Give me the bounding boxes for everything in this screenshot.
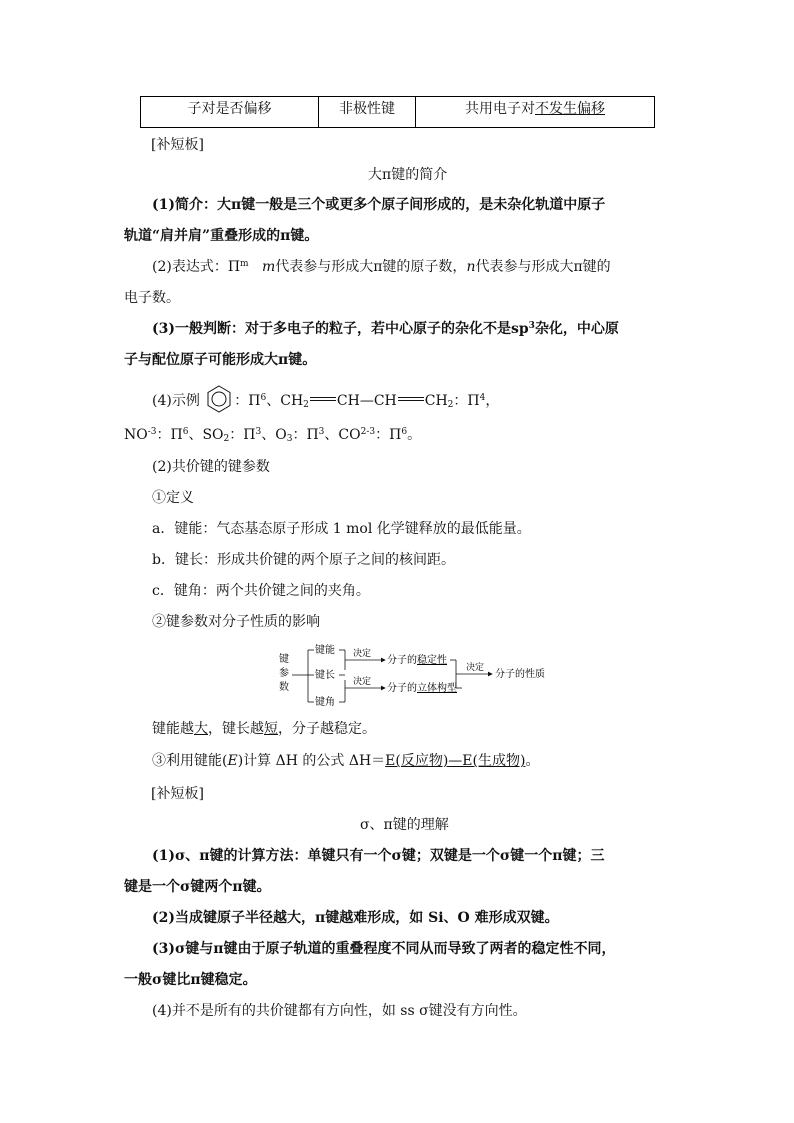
diagram-decide-3: 决定: [466, 663, 485, 673]
box2-p3-line2: 一般σ键比π键稳定。: [124, 972, 257, 988]
section-heading: (2)共价键的键参数: [152, 459, 270, 475]
table-cell-3: 共用电子对不发生偏移: [416, 97, 655, 128]
box1-p1-line2: 轨道“肩并肩”重叠形成的π键。: [124, 228, 319, 244]
section-influence: ②键参数对分子性质的影响: [152, 614, 320, 630]
diagram-result-geometry: 分子的立体构型: [387, 683, 457, 694]
diagram-node-bond-length: 键长: [315, 670, 335, 681]
box2-p1-line2: 键是一个σ键两个π键。: [124, 879, 271, 895]
box1-p3-line1: (3)一般判断：对于多电子的粒子，若中心原子的杂化不是$sp^3$杂化，中心原: [152, 321, 619, 337]
table-cell-1: 子对是否偏移: [141, 97, 319, 128]
bond-parameter-diagram: [270, 638, 560, 710]
diagram-decide-1: 决定: [353, 649, 372, 659]
benzene-ring-icon: [204, 384, 234, 414]
box1-tag: [补短板]: [151, 137, 204, 153]
section-definition: ①定义: [152, 490, 194, 506]
box1-p2-line2: 电子数。: [124, 290, 180, 306]
diagram-decide-2: 决定: [353, 677, 372, 687]
box1-title: 大π键的简介: [368, 167, 448, 183]
box2-p2: (2)当成键原子半径越大，π键越难形成，如 Si、O 难形成双键。: [152, 910, 559, 926]
table-cell-2: 非极性键: [319, 97, 416, 128]
diagram-root-2: 参: [279, 668, 289, 679]
definition-a: a．键能：气态基态原子形成 1 mol 化学键释放的最低能量。: [152, 521, 531, 537]
box1-p5: $NO^{-3}$：$\Pi^6$、$SO_2$：$\Pi^3$、$O_3$：$\Pi^3$、CO$^{2-3}$：$\Pi^6$。: [124, 427, 422, 444]
enthalpy-formula: ③利用键能(E)计算 ΔH 的公式 ΔH＝E(反应物)—E(生成物)。: [152, 753, 540, 769]
box1-p3-line2: 子与配位原子可能形成大π键。: [124, 352, 317, 368]
box2-p4: (4)并不是所有的共价键都有方向性，如 ss σ键没有方向性。: [152, 1003, 527, 1019]
diagram-result-stability: 分子的稳定性: [387, 655, 447, 666]
diagram-node-bond-angle: 键角: [315, 697, 335, 708]
diagram-root-3: 数: [279, 682, 289, 693]
bond-table-row: [140, 96, 655, 128]
definition-c: c．键角：两个共价键之间的夹角。: [152, 583, 370, 599]
box2-p1-line1: (1)σ、π键的计算方法：单键只有一个σ键；双键是一个σ键一个π键；三: [152, 848, 605, 864]
bond-conclusion: 键能越大，键长越短，分子越稳定。: [152, 721, 376, 737]
diagram-node-bond-energy: 键能: [315, 645, 335, 656]
box2-p3-line1: (3)σ键与π键由于原子轨道的重叠程度不同从而导致了两者的稳定性不同，: [152, 941, 616, 957]
box1-p4: (4)示例 ：$\Pi^6$、$CH_2$ CH—CH $CH_2$：$\Pi^4$，: [152, 384, 499, 414]
definition-b: b．键长：形成共价键的两个原子之间的核间距。: [152, 552, 455, 568]
box2-tag: [补短板]: [151, 786, 204, 802]
diagram-root-1: 键: [279, 654, 289, 665]
diagram-final: 分子的性质: [495, 669, 545, 680]
double-bond-icon: [310, 397, 336, 401]
box1-p1-line1: (1)简介：大π键一般是三个或更多个原子间形成的，是未杂化轨道中原子: [152, 197, 606, 213]
box2-title: σ、π键的理解: [360, 817, 449, 833]
box1-p2-line1: (2)表达式：$\Pi^m$ m代表参与形成大π键的原子数，n代表参与形成大π键的: [152, 259, 611, 275]
double-bond-icon: [398, 397, 424, 401]
